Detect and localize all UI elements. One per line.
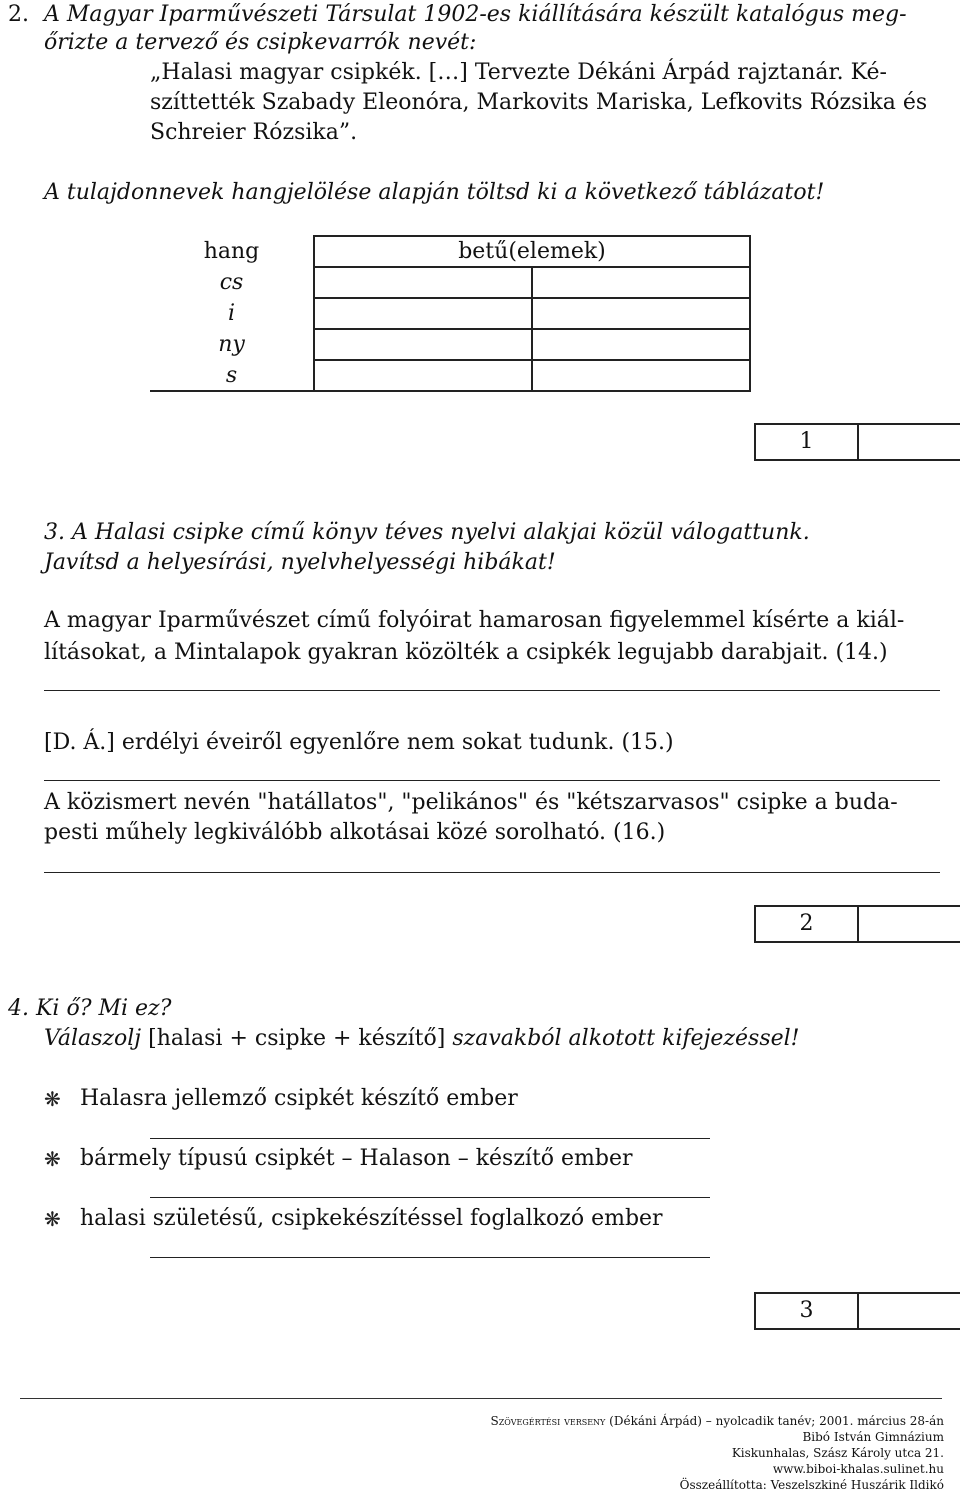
answer-line-item-2[interactable] xyxy=(150,1197,710,1198)
q3-title-line-1: 3. A Halasi csipke című könyv téves nyelvi alakjai közül válogattunk. xyxy=(44,520,810,545)
q4-item-3: halasi születésű, csipkekészítéssel foglalkozó ember xyxy=(80,1206,663,1231)
q2-number: 2. xyxy=(8,2,29,27)
table-cell-input[interactable] xyxy=(314,360,532,391)
letter-table xyxy=(150,235,751,392)
table-row-hang: cs xyxy=(150,267,314,298)
score-box-2 xyxy=(754,905,960,943)
table-header-betu: betű(elemek) xyxy=(314,236,750,267)
answer-line-item-1[interactable] xyxy=(150,1138,710,1139)
table-cell-input[interactable] xyxy=(314,298,532,329)
table-row-hang: ny xyxy=(150,329,314,360)
q2-quote-line-2: szíttették Szabady Eleonóra, Markovits Mariska, Lefkovits Rózsika és xyxy=(150,90,928,115)
table-cell-input[interactable] xyxy=(532,360,750,391)
footer-address: Kiskunhalas, Szász Károly utca 21. xyxy=(731,1446,944,1460)
answer-line-16[interactable] xyxy=(44,872,940,873)
q3-sentence-1-line-2: lításokat, a Mintalapok gyakran közölték a csipkék legujabb darabjait. (14.) xyxy=(44,640,888,665)
table-cell-input[interactable] xyxy=(314,267,532,298)
footer-competition: Szövegértési verseny xyxy=(490,1414,606,1428)
q3-title-line-2: Javítsd a helyesírási, nyelvhelyességi hibákat! xyxy=(44,550,556,575)
footer-details: (Dékáni Árpád) – nyolcadik tanév; 2001. március 28-án xyxy=(605,1414,944,1428)
q3-sentence-1-line-1: A magyar Iparművészet című folyóirat hamarosan figyelemmel kísérte a kiál- xyxy=(44,608,905,633)
q3-sentence-3-line-2: pesti műhely legkiválóbb alkotásai közé sorolható. (16.) xyxy=(44,820,666,845)
q4-instruction-post: szavakból alkotott kifejezéssel! xyxy=(452,1026,800,1051)
footer-school: Bibó István Gimnázium xyxy=(802,1430,944,1444)
table-cell-input[interactable] xyxy=(532,329,750,360)
score-number: 3 xyxy=(756,1294,859,1328)
score-blank[interactable] xyxy=(859,907,960,941)
asterisk-bullet-icon: ❋ xyxy=(44,1087,61,1111)
score-blank[interactable] xyxy=(859,1294,960,1328)
footer-line-1 xyxy=(491,1414,944,1429)
q2-quote-line-3: Schreier Rózsika”. xyxy=(150,120,358,145)
q2-intro-line-1: A Magyar Iparművészeti Társulat 1902-es kiállítására készült katalógus meg- xyxy=(44,2,907,27)
q2-quote-line-1: „Halasi magyar csipkék. […] Tervezte Dékáni Árpád rajztanár. Ké- xyxy=(150,60,887,85)
table-cell-input[interactable] xyxy=(532,298,750,329)
footer-author: Összeállította: Veszelszkiné Huszárik Ildikó xyxy=(679,1478,944,1492)
table-cell-input[interactable] xyxy=(532,267,750,298)
asterisk-bullet-icon: ❋ xyxy=(44,1207,61,1231)
table-header-hang: hang xyxy=(150,236,314,267)
table-row-hang: i xyxy=(150,298,314,329)
footer-website[interactable]: www.biboi-khalas.sulinet.hu xyxy=(772,1462,944,1476)
score-number: 1 xyxy=(756,425,859,459)
q4-instruction-pre: Válaszolj xyxy=(44,1026,142,1051)
q4-item-1: Halasra jellemző csipkét készítő ember xyxy=(80,1086,518,1111)
q2-instruction: A tulajdonnevek hangjelölése alapján töltsd ki a következő táblázatot! xyxy=(44,180,825,205)
q4-title: 4. Ki ő? Mi ez? xyxy=(8,996,172,1021)
answer-line-14[interactable] xyxy=(44,690,940,691)
q4-instruction xyxy=(44,1024,800,1054)
q4-item-2: bármely típusú csipkét – Halason – készítő ember xyxy=(80,1146,633,1171)
q4-instruction-mid: [halasi + csipke + készítő] xyxy=(141,1026,453,1051)
footer-divider xyxy=(20,1398,942,1399)
table-row-hang: s xyxy=(150,360,314,391)
score-box-1 xyxy=(754,423,960,461)
answer-line-15[interactable] xyxy=(44,780,940,781)
q2-intro-line-2: őrizte a tervező és csipkevarrók nevét: xyxy=(44,30,477,55)
q3-sentence-3-line-1: A közismert nevén "hatállatos", "pelikános" és "kétszarvasos" csipke a buda- xyxy=(44,790,898,815)
answer-line-item-3[interactable] xyxy=(150,1257,710,1258)
table-cell-input[interactable] xyxy=(314,329,532,360)
score-blank[interactable] xyxy=(859,425,960,459)
score-number: 2 xyxy=(756,907,859,941)
asterisk-bullet-icon: ❋ xyxy=(44,1147,61,1171)
q3-sentence-2: [D. Á.] erdélyi éveiről egyenlőre nem sokat tudunk. (15.) xyxy=(44,730,674,755)
score-box-3 xyxy=(754,1292,960,1330)
